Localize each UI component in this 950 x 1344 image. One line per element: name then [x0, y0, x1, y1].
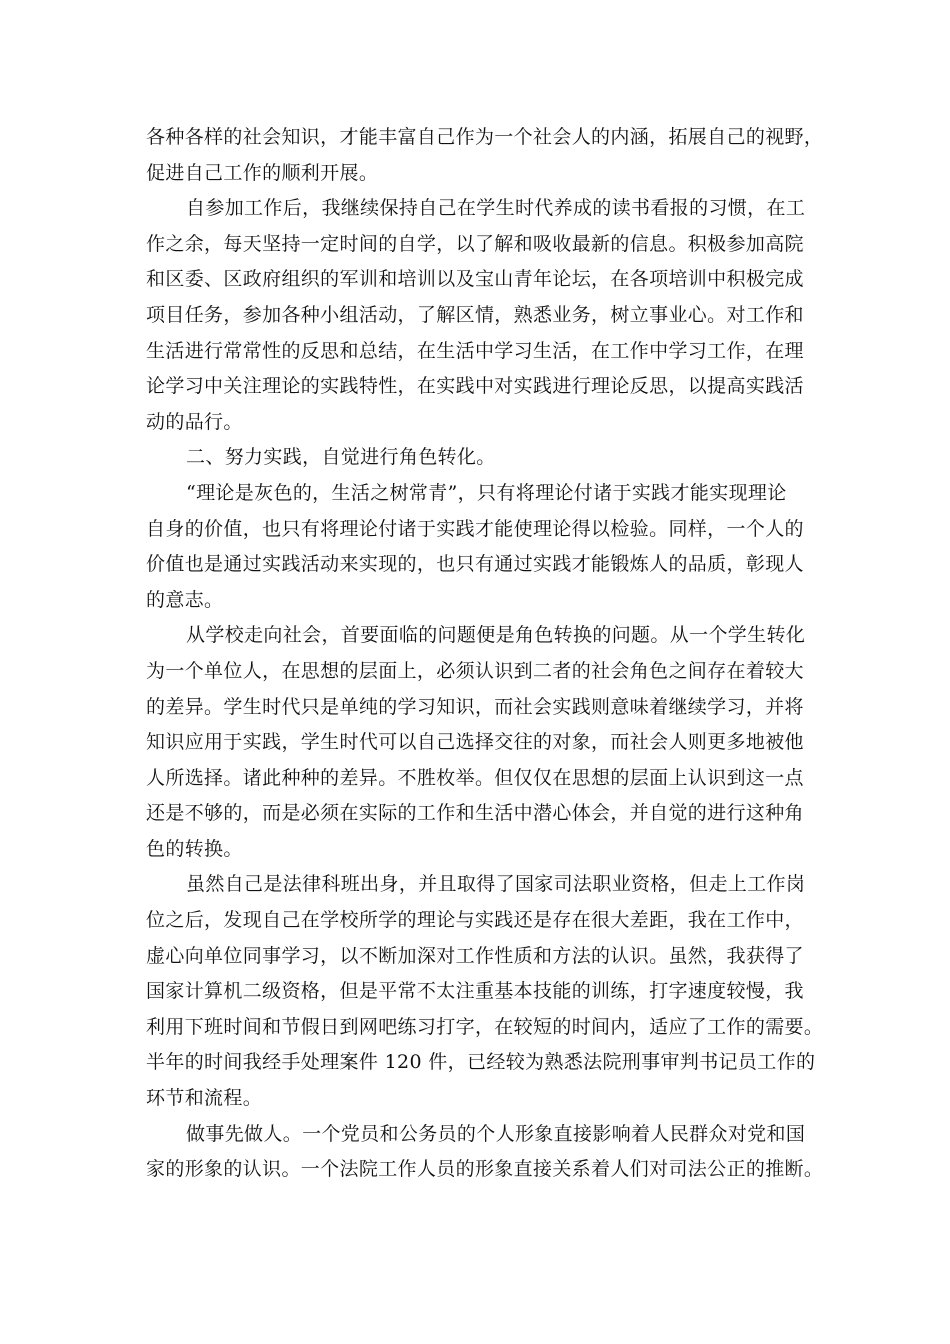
text-line: 国家计算机二级资格，但是平常不太注重基本技能的训练，打字速度较慢，我	[146, 980, 804, 1003]
text-line: 的意志。	[146, 588, 224, 611]
text-line: 和区委、区政府组织的军训和培训以及宝山青年论坛，在各项培训中积极完成	[146, 268, 804, 291]
text-line: 半年的时间我经手处理案件 120 件，已经较为熟悉法院刑事审判书记员工作的	[146, 1051, 816, 1074]
text-line: 自身的价值，也只有将理论付诸于实践才能使理论得以检验。同样，一个人的	[146, 517, 804, 540]
paragraph-first-line: 从学校走向社会，首要面临的问题便是角色转换的问题。从一个学生转化	[186, 624, 806, 647]
document-body	[146, 120, 836, 1188]
paragraph-first-line: 自参加工作后，我继续保持自己在学生时代养成的读书看报的习惯，在工	[186, 197, 806, 220]
text-line: 动的品行。	[146, 410, 243, 433]
paragraph-first-line: 做事先做人。一个党员和公务员的个人形象直接影响着人民群众对党和国	[186, 1122, 806, 1145]
text-line: 项目任务，参加各种小组活动，了解区情，熟悉业务，树立事业心。对工作和	[146, 303, 804, 326]
text-line: 色的转换。	[146, 837, 243, 860]
text-line: 价值也是通过实践活动来实现的，也只有通过实践才能锻炼人的品质，彰现人	[146, 553, 804, 576]
text-line: 位之后，发现自己在学校所学的理论与实践还是存在很大差距，我在工作中，	[146, 909, 804, 932]
text-line: 利用下班时间和节假日到网吧练习打字，在较短的时间内，适应了工作的需要。	[146, 1015, 824, 1038]
text-line: 促进自己工作的顺利开展。	[146, 161, 379, 184]
text-line: 为一个单位人，在思想的层面上，必须认识到二者的社会角色之间存在着较大	[146, 659, 804, 682]
text-line: 生活进行常常性的反思和总结，在生活中学习生活，在工作中学习工作，在理	[146, 339, 804, 362]
text-line: 人所选择。诸此种种的差异。不胜枚举。但仅仅在思想的层面上认识到这一点	[146, 766, 804, 789]
text-line: 虚心向单位同事学习，以不断加深对工作性质和方法的认识。虽然，我获得了	[146, 944, 804, 967]
text-line: 环节和流程。	[146, 1087, 263, 1110]
text-line: 论学习中关注理论的实践特性，在实践中对实践进行理论反思，以提高实践活	[146, 375, 804, 398]
text-line: 还是不够的，而是必须在实际的工作和生活中潜心体会，并自觉的进行这种角	[146, 802, 804, 825]
text-line: 家的形象的认识。一个法院工作人员的形象直接关系着人们对司法公正的推断。	[146, 1158, 824, 1181]
paragraph-first-line: 二、努力实践，自觉进行角色转化。	[186, 446, 496, 469]
paragraph-first-line: 虽然自己是法律科班出身，并且取得了国家司法职业资格，但走上工作岗	[186, 873, 806, 896]
paragraph-first-line: “理论是灰色的，生活之树常青”，只有将理论付诸于实践才能实现理论	[186, 481, 787, 504]
text-line: 知识应用于实践，学生时代可以自己选择交往的对象，而社会人则更多地被他	[146, 731, 804, 754]
text-line: 的差异。学生时代只是单纯的学习知识，而社会实践则意味着继续学习，并将	[146, 695, 804, 718]
text-line: 作之余，每天坚持一定时间的自学，以了解和吸收最新的信息。积极参加高院	[146, 232, 804, 255]
text-line: 各种各样的社会知识，才能丰富自己作为一个社会人的内涵，拓展自己的视野，	[146, 126, 824, 148]
